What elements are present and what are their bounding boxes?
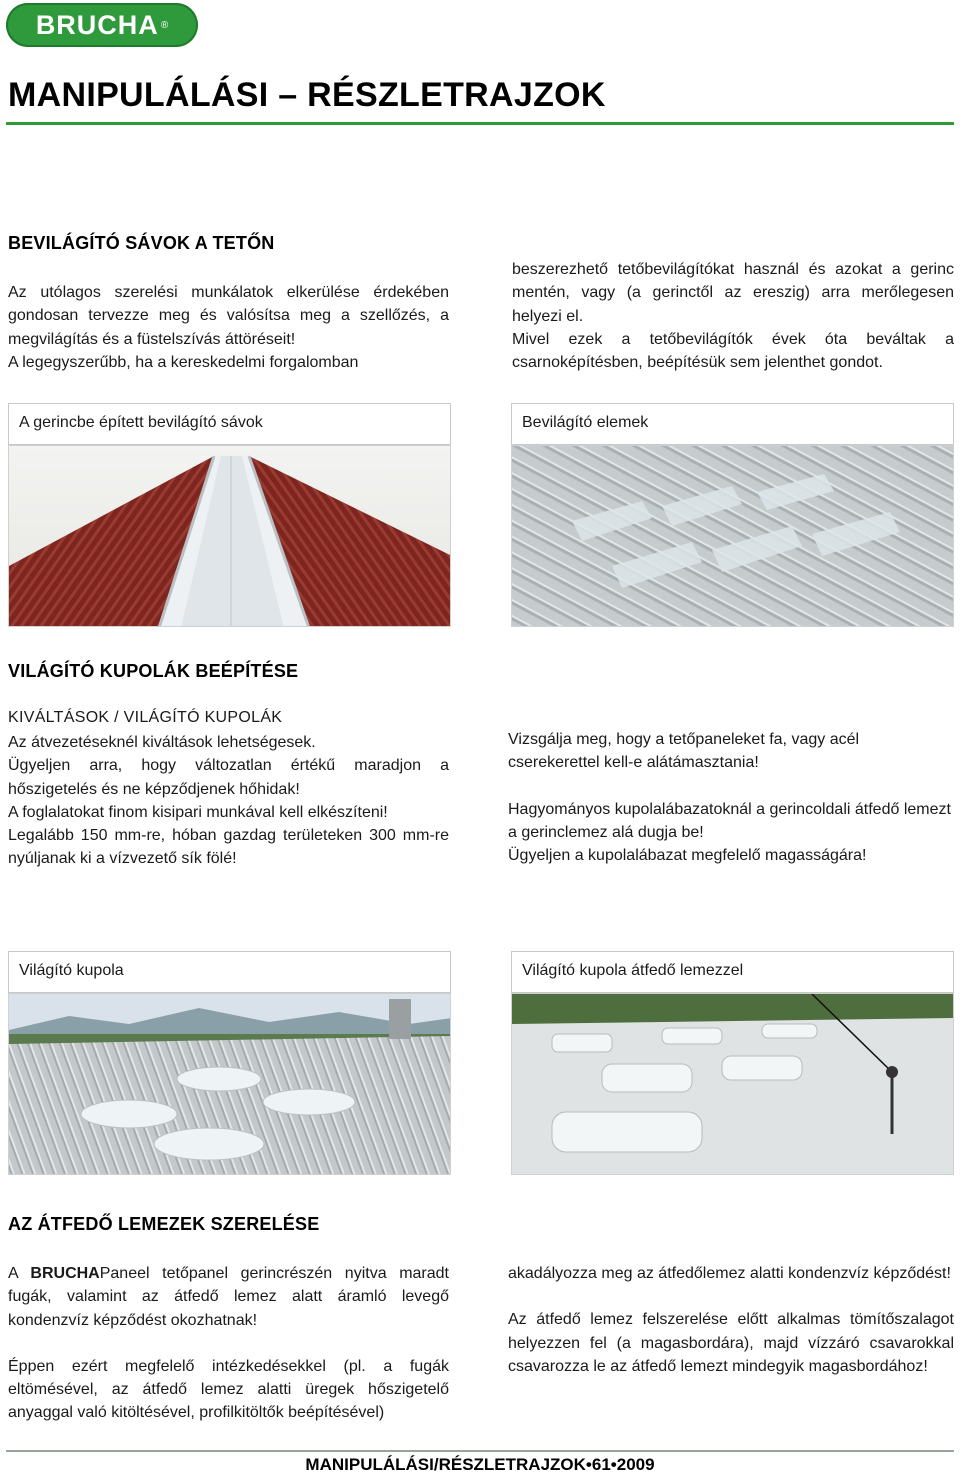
paragraph: akadályozza meg az átfedőlemez alatti kondenzvíz képződést! [508,1265,951,1282]
section2-right-text [508,728,954,867]
photo-light-dome-overlap [511,993,954,1175]
page-title: MANIPULÁLÁSI – RÉSZLETRAJZOK [8,76,606,114]
caption-light-dome: Világító kupola [8,951,451,993]
photo-light-dome [8,993,451,1175]
paragraph: beszerezhető tetőbevilágítókat használ és azokat a gerinc mentén, vagy (a gerinctől az ereszig) arra merőlegesen helyezi el. [512,261,954,325]
footer-divider [6,1450,954,1452]
paragraph: Ügyeljen arra, hogy változatlan értékű maradjon a hőszigetelés és ne képződjenek hőhidak! [8,757,449,798]
footer-year: 2009 [616,1455,655,1474]
paragraph: Az átfedő lemez felszerelése előtt alkalmas tömítőszalagot helyezzen fel (a magasbordára), majd vízzáró csavarokkal csavarozza le az átfedő lemezt mindegyik magasbordához! [508,1311,954,1375]
photo-skylight-elements [511,445,954,627]
paragraph: Legalább 150 mm-re, hóban gazdag területeken 300 mm-re nyúljanak ki a vízvezető sík fölé! [8,827,449,868]
paragraph: Vizsgálja meg, hogy a tetőpaneleket fa, vagy acél cserekerettel kell-e alátámasztania! [508,731,860,772]
photo-ridge-skylight [8,445,451,627]
page-number: 61 [591,1455,611,1474]
skylight-elements-illustration [512,446,954,627]
brucha-logo [6,3,198,47]
caption-light-dome-overlap: Világító kupola átfedő lemezzel [511,951,954,993]
section-heading-light-domes: VILÁGÍTÓ KUPOLÁK BEÉPÍTÉSE [8,661,299,681]
paragraph: Éppen ezért megfelelő intézkedésekkel (pl. a fugák eltömésével, az átfedő lemez alatti üregek hőszigetelő anyaggal való kitöltésével, profilkitöltők beépítésével) [8,1357,449,1422]
light-dome-illustration [9,994,451,1175]
section3-right-text [508,1262,954,1378]
subheading-replacements: KIVÁLTÁSOK / VILÁGÍTÓ KUPOLÁK [8,709,283,726]
paragraph: A legegyszerűbb, ha a kereskedelmi forgalomban [8,353,359,371]
section1-right-text [512,258,954,374]
section-heading-skylight-strips: BEVILÁGÍTÓ SÁVOK A TETŐN [8,233,275,253]
paragraph-prefix: A [8,1265,31,1282]
light-dome-overlap-illustration [512,994,954,1175]
paragraph: Az utólagos szerelési munkálatok elkerülése érdekében gondosan tervezze meg és valósítsa meg a szellőzés, a megvilágítás és a füstelszívás áttöréseit! [8,284,449,348]
page-footer: MANIPULÁLÁSI/RÉSZLETRAJZOK•61•2009 [305,1455,655,1474]
section1-left-text [8,281,449,374]
logo-text: BRUCHA [35,9,159,40]
paragraph: Ügyeljen a kupolalábazat megfelelő magasságára! [508,847,867,865]
header-divider [6,122,954,125]
section3-left-text [8,1262,449,1425]
section2-left-text [8,731,449,871]
paragraph-rest: Paneel tetőpanel gerincrészén nyitva maradt fugák, valamint az átfedő lemez alatt áramló levegő kondenzvíz képződést okozhatnak! [8,1265,450,1329]
paragraph [8,1262,449,1332]
caption-skylight-elements: Bevilágító elemek [511,403,954,445]
ridge-skylight-illustration [9,446,451,627]
paragraph: Mivel ezek a tetőbevilágítók évek óta beváltak a csarnoképítésben, beépítésük sem jelenthet gondot. [512,330,954,372]
footer-text: MANIPULÁLÁSI/RÉSZLETRAJZOK [305,1455,586,1474]
paragraph: Hagyományos kupolalábazatoknál a gerincoldali átfedő lemezt a gerinclemez alá dugja be! [508,800,951,841]
paragraph: Az átvezetéseknél kiváltások lehetségesek. [8,734,316,751]
paragraph: A foglalatokat finom kisipari munkával kell elkészíteni! [8,803,388,821]
brand-name: BRUCHA [30,1265,100,1282]
section-heading-overlap-plates: AZ ÁTFEDŐ LEMEZEK SZERELÉSE [8,1214,320,1234]
caption-ridge-skylight: A gerincbe épített bevilágító sávok [8,403,451,445]
logo-registered-mark: ® [160,19,169,31]
